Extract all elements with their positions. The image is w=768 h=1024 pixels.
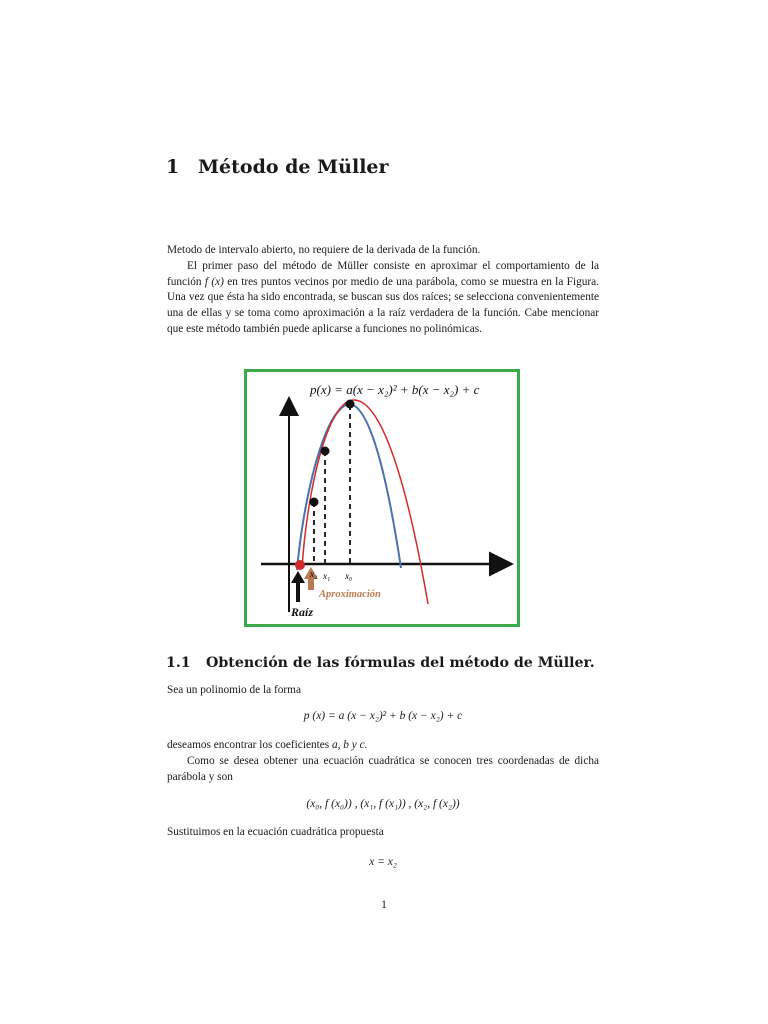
point-x2 bbox=[310, 498, 319, 507]
subsection-heading bbox=[166, 655, 595, 671]
body-paragraph-3-text: Como se desea obtener una ecuación cuadrática se conocen tres coordenadas de dicha parábola y son bbox=[167, 755, 599, 783]
intro-line-text: Metodo de intervalo abierto, no requiere de la derivada de la función. bbox=[167, 244, 481, 256]
body-paragraph-1-text: Sea un polinomio de la forma bbox=[167, 684, 301, 696]
subsection-number: 1.1 bbox=[166, 655, 191, 671]
root-arrow bbox=[291, 571, 305, 602]
label-raiz: Raíz bbox=[291, 605, 314, 619]
label-x1: x₁ bbox=[323, 571, 331, 581]
muller-figure bbox=[244, 369, 520, 627]
body-paragraph-2 bbox=[167, 738, 599, 754]
root-dot bbox=[295, 560, 305, 570]
point-x0 bbox=[346, 400, 355, 409]
point-x1 bbox=[321, 447, 330, 456]
section-heading bbox=[166, 156, 389, 178]
section-number: 1 bbox=[166, 156, 180, 178]
body-paragraph-3 bbox=[167, 754, 599, 785]
label-x2: x₂ bbox=[310, 569, 318, 579]
page-number: 1 bbox=[381, 897, 387, 911]
body-paragraph-4-text: Sustituimos en la ecuación cuadrática propuesta bbox=[167, 826, 384, 838]
figure-formula: p(x) = a(x − x₂)² + b(x − x₂) + c bbox=[310, 382, 480, 397]
muller-figure-drawing bbox=[247, 372, 517, 624]
subsection-title: Obtención de las fórmulas del método de Müller. bbox=[206, 655, 595, 671]
equation-polynomial: p (x) = a (x − x₂)² + b (x − x₂) + c bbox=[303, 710, 463, 722]
label-x0: x₀ bbox=[345, 571, 353, 581]
body-paragraph-2-vars: a, b y c. bbox=[332, 739, 368, 751]
equation-coordinates: (x₀, f (x₀)) , (x₁, f (x₁)) , (x₂, f (x₂)) bbox=[306, 798, 460, 810]
equation-x-equals-x2: x = x₂ bbox=[369, 856, 397, 868]
label-aproximacion: Aproximación bbox=[319, 589, 381, 600]
body-paragraph-2-text: deseamos encontrar los coeficientes bbox=[167, 739, 332, 751]
intro-paragraph-text-b: en tres puntos vecinos por medio de una parábola, como se muestra en la Figura. Una vez que ésta ha sido encontrada, se buscan sus dos raíces; se selecciona convenientemente una de ellas y se toma como aproximación a la raíz verdadera de la función. Cabe mencionar que este método también puede aplicarse a funciones no polinómicas. bbox=[167, 275, 599, 335]
intro-paragraph bbox=[167, 259, 599, 338]
parabola-curve bbox=[302, 400, 428, 604]
intro-line bbox=[167, 243, 599, 259]
body-paragraph-4 bbox=[167, 825, 599, 841]
section-title: Método de Müller bbox=[198, 156, 389, 178]
intro-paragraph-fx: f (x) bbox=[204, 275, 224, 288]
intro-paragraph-text-a: El primer paso del método de Müller consiste en aproximar el comportamiento de la función bbox=[167, 260, 599, 288]
body-paragraph-1 bbox=[167, 683, 599, 699]
